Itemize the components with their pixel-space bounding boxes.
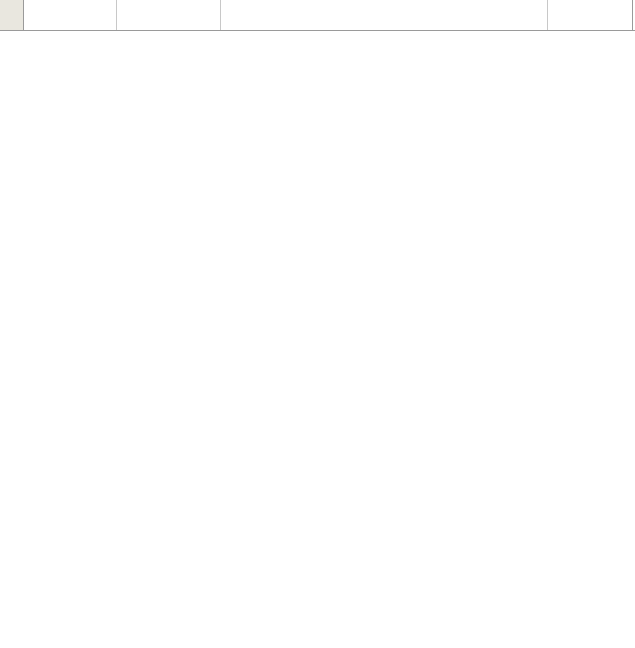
column-header-price[interactable] [548, 0, 633, 30]
column-header-code[interactable] [24, 0, 117, 30]
column-header-description[interactable] [221, 0, 548, 30]
row-number[interactable] [0, 0, 24, 30]
column-header-name[interactable] [117, 0, 221, 30]
header-row [0, 0, 635, 31]
